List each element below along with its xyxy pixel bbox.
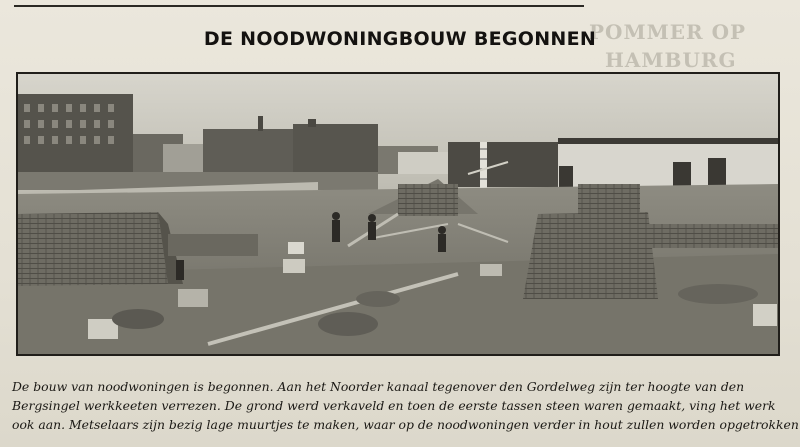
top-rule <box>14 5 584 7</box>
photo-caption <box>12 377 799 434</box>
caption-line-1: De bouw van noodwoningen is begonnen. Aan het Noorder kanaal tegenover den Gordelweg zijn ter hoogte van den <box>12 379 745 394</box>
bleed-line-1: POMMER OP <box>589 20 747 44</box>
article-headline: DE NOODWONINGBOUW BEGONNEN <box>203 28 597 50</box>
bleed-line-2: HAMBURG <box>605 48 737 72</box>
caption-line-2: Bergsingel werkkeeten verrezen. De grond werd verkaveld en toen de eerste tassen steen waren gemaakt, ving het werk <box>12 398 776 413</box>
caption-line-3: ook aan. Metselaars zijn bezig lage muurtjes te maken, waar op de noodwoningen verder in hout zullen worden opgetrokken <box>12 417 799 432</box>
construction-site-photo-icon <box>18 74 778 354</box>
article-photo <box>16 72 780 356</box>
